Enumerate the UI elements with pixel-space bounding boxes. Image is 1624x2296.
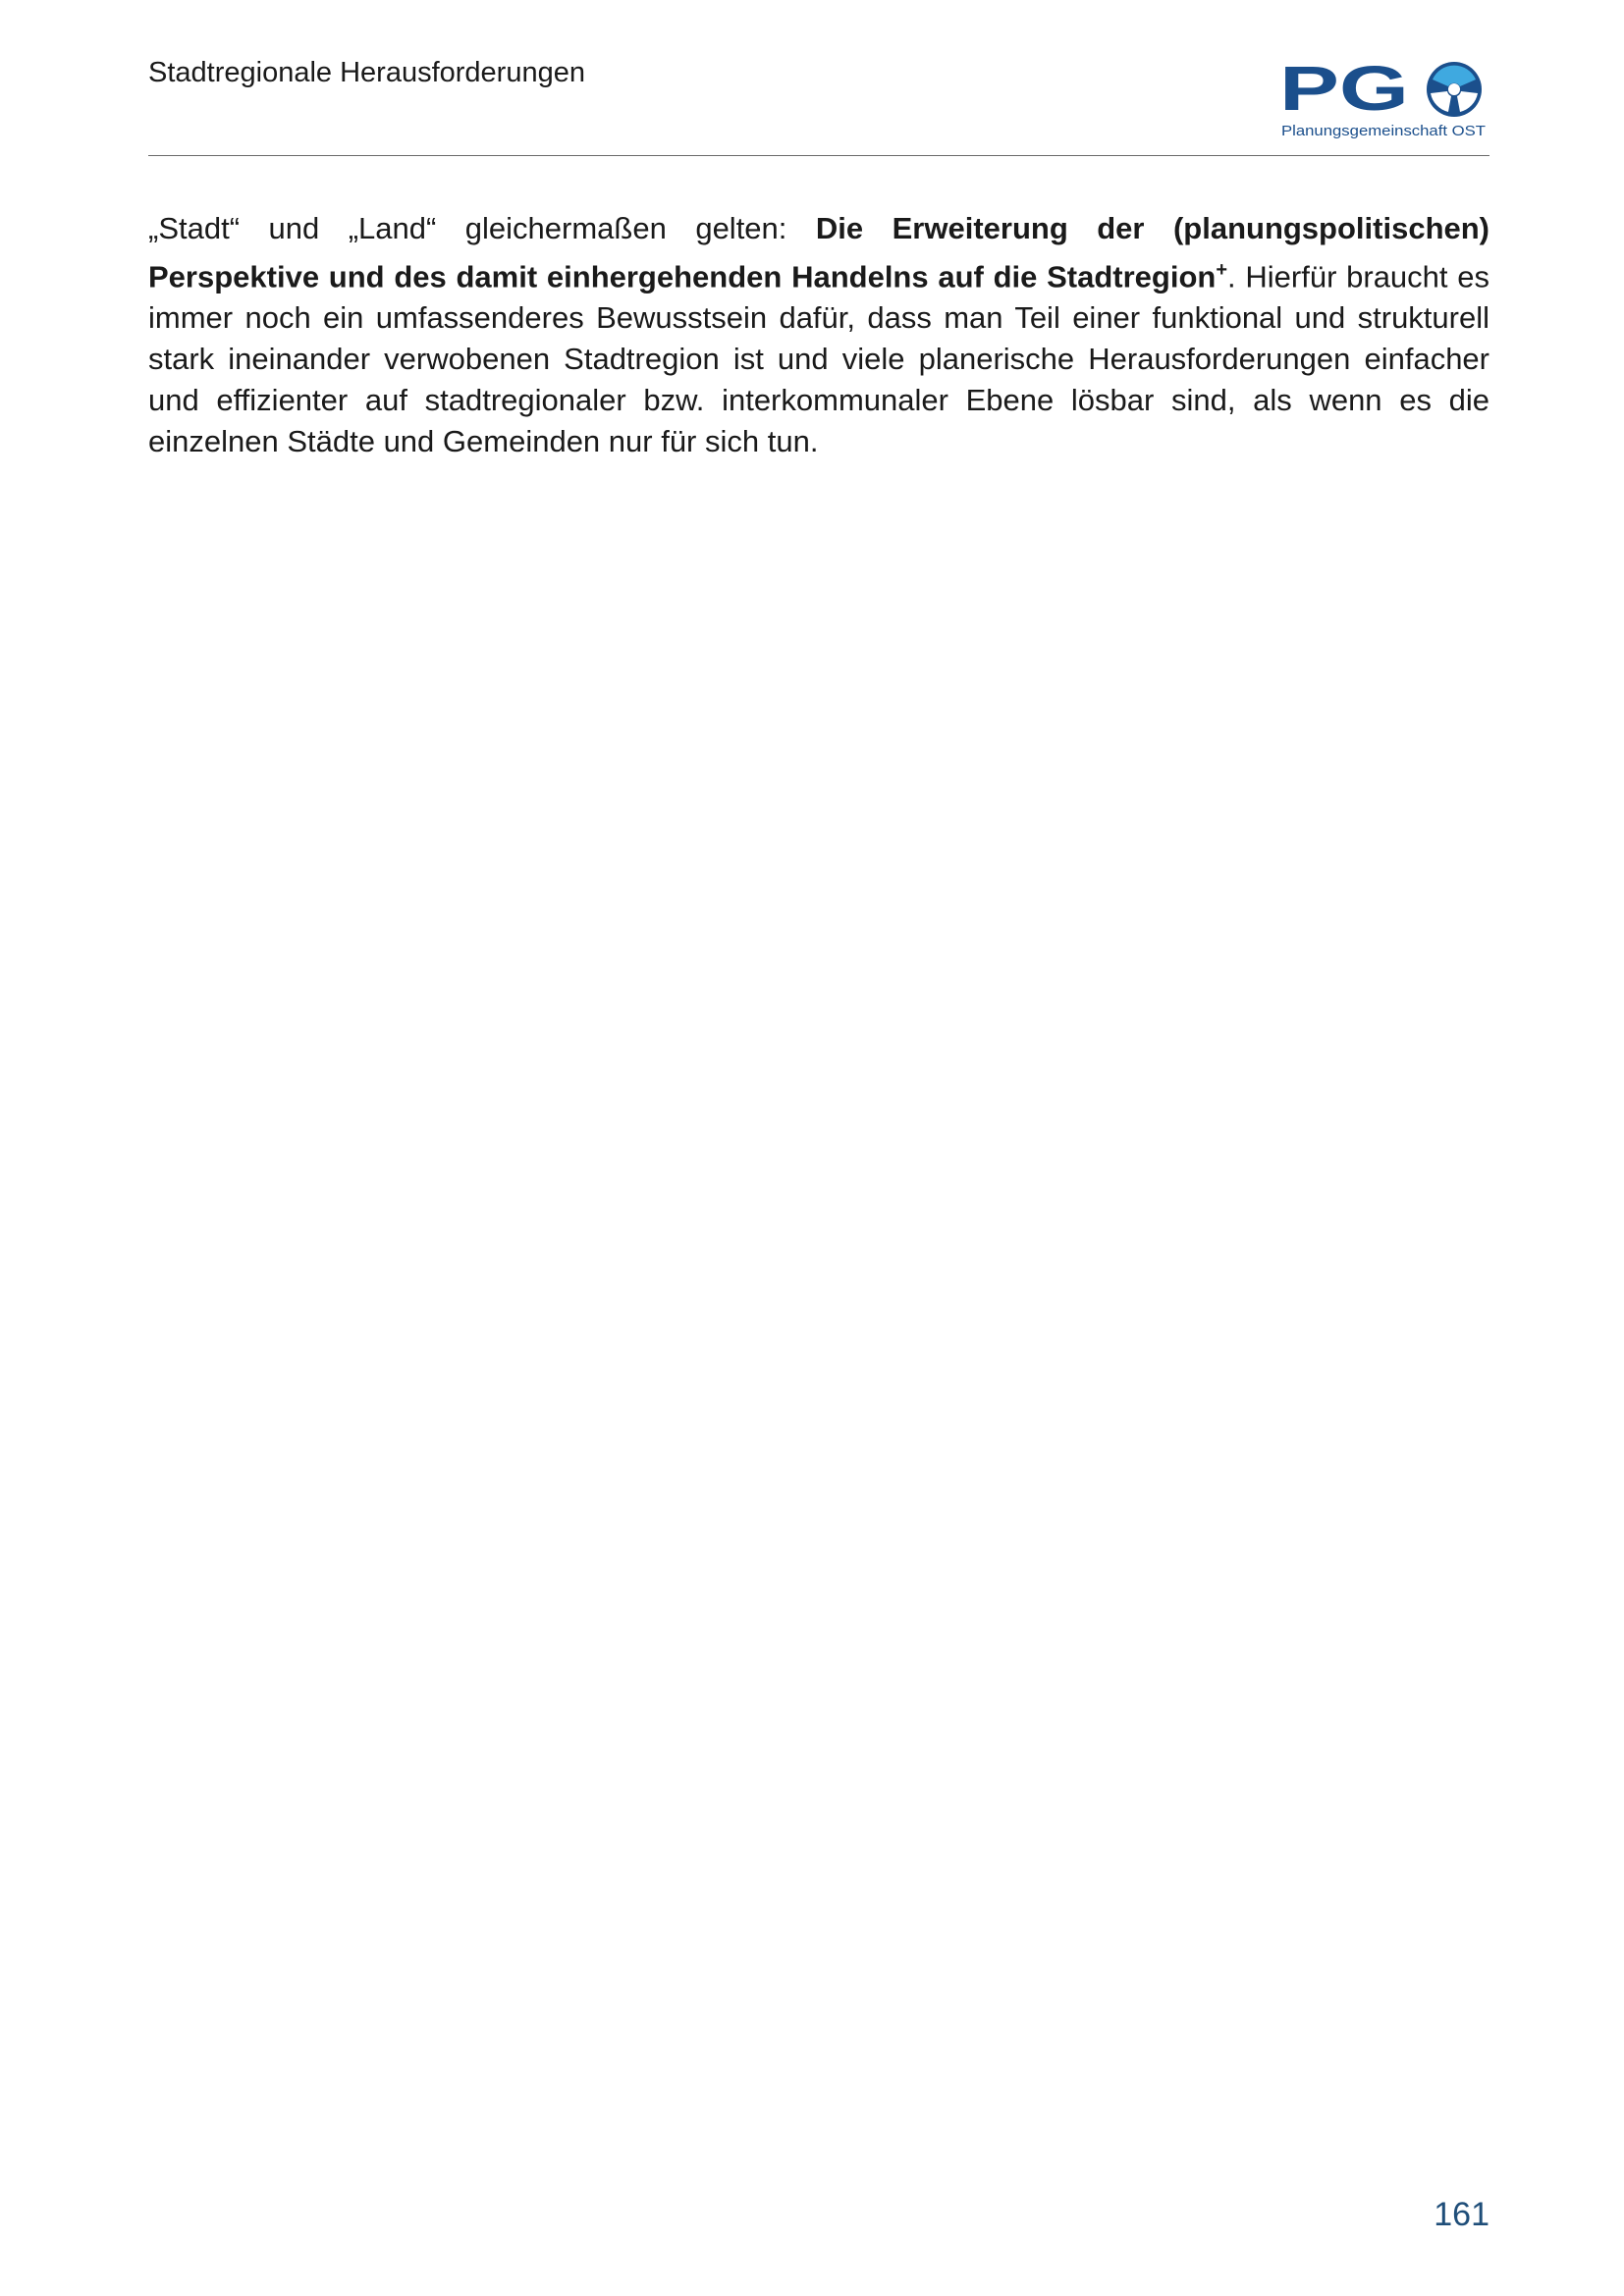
paragraph-lead: „Stadt“ und „Land“ gleichermaßen gelten: xyxy=(148,211,816,245)
header-divider xyxy=(148,155,1489,156)
planning-compass-icon xyxy=(1427,62,1482,117)
pgo-logo xyxy=(1279,59,1489,141)
logo-subtitle: Planungsgemeinschaft OST xyxy=(1281,123,1486,139)
body-paragraph xyxy=(148,208,1489,462)
page-number: 161 xyxy=(1434,2196,1489,2233)
logo-letters: PG xyxy=(1279,59,1409,124)
footnote-marker: + xyxy=(1216,259,1228,281)
paragraph-rest: . Hierfür braucht es immer noch ein umfassenderes Bewusstsein dafür, dass man Teil einer funktional und strukturell stark ineinander verwobenen Stadtregion ist und viele planerische Herausforderungen einfacher und effizienter auf stadtregionaler bzw. interkommunaler Ebene lösbar sind, als wenn es die einzelnen Städte und Gemeinden nur für sich tun. xyxy=(148,259,1490,459)
running-header: Stadtregionale Herausforderungen xyxy=(148,57,585,88)
paragraph-emphasis: Die Erweiterung der (planungspolitischen) Perspektive und des damit einhergehenden Handelns auf die Stadtregion xyxy=(148,211,1490,294)
